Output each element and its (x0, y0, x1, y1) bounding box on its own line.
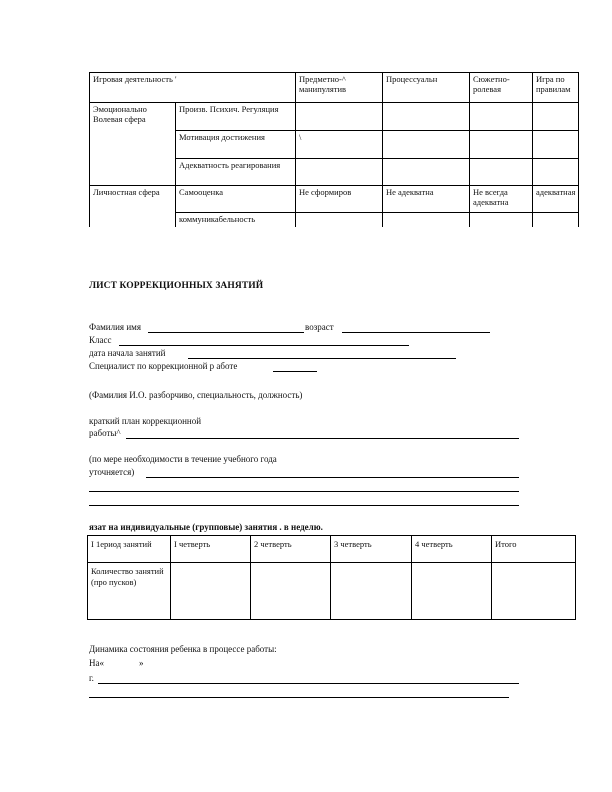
table-cell (296, 159, 383, 186)
table-cell[interactable] (331, 563, 412, 620)
play-activity-table (89, 72, 579, 227)
header-role-play: Сюжетно-ролевая (470, 73, 533, 103)
table-cell (383, 131, 470, 159)
updates-field[interactable] (146, 477, 519, 478)
group-emotional-volitional: Эмоционально Волевая сфера (90, 103, 176, 186)
date-g: г. (89, 673, 94, 683)
header-period: I 1ериод занятий (88, 536, 171, 563)
table-cell (383, 159, 470, 186)
header-q1: I четверть (171, 536, 251, 563)
specialist-field[interactable] (273, 371, 317, 372)
plan-field[interactable] (126, 438, 519, 439)
row-label: коммуникабельность (176, 213, 296, 227)
dynamics-field-line[interactable] (89, 697, 509, 698)
table-cell: \ (296, 131, 383, 159)
row-label: Адекватность реагирования (176, 159, 296, 186)
table-cell (296, 213, 383, 227)
start-date-label: дата начала занятий (89, 348, 166, 358)
specialist-label: Специалист по коррекционной р аботе (89, 361, 238, 371)
table-cell: Не адекватна (383, 186, 470, 213)
class-field[interactable] (119, 345, 409, 346)
row-sessions-count: Количество занятий (про пусков) (88, 563, 171, 620)
header-procedural: Процессуальн (383, 73, 470, 103)
table-cell (470, 131, 533, 159)
table-cell (296, 103, 383, 131)
table-cell[interactable] (492, 563, 576, 620)
table-cell[interactable] (171, 563, 251, 620)
table-cell (383, 213, 470, 227)
table-cell: Не сформиров (296, 186, 383, 213)
sessions-heading: язат на индивидуальные (групповые) занятия . в неделю. (89, 522, 323, 532)
row-label: Самооценка (176, 186, 296, 213)
start-date-field[interactable] (188, 358, 456, 359)
name-field[interactable] (148, 332, 304, 333)
plan-label-2: работы^ (89, 428, 121, 438)
header-rule-games: Игра по правилам (533, 73, 579, 103)
date-quote: » (139, 658, 144, 668)
header-q4: 4 четверть (412, 536, 492, 563)
group-personal: Личностная сфера (90, 186, 176, 227)
header-total: Итого (492, 536, 576, 563)
table-cell[interactable] (251, 563, 331, 620)
table-cell (470, 159, 533, 186)
table-cell (533, 213, 579, 227)
updates-label-2: уточняется) (89, 467, 135, 477)
date-na: На« (89, 658, 104, 668)
updates-field-line[interactable] (89, 491, 519, 492)
header-object-manipulative: Предметно-^ манипулятив (296, 73, 383, 103)
header-play-activity: Игровая деятельность ' (90, 73, 296, 103)
dynamics-label: Динамика состояния ребенка в процессе работы: (89, 644, 277, 654)
table-cell: Не всегда адекватна (470, 186, 533, 213)
fio-note: (Фамилия И.О. разборчиво, специальность, должность) (89, 390, 303, 400)
table-cell: адекватная (533, 186, 579, 213)
table-cell (533, 159, 579, 186)
table-cell (470, 213, 533, 227)
dynamics-field[interactable] (98, 683, 519, 684)
age-field[interactable] (342, 332, 490, 333)
header-q2: 2 четверть (251, 536, 331, 563)
age-label: возраст (305, 322, 334, 332)
class-label: Класс (89, 335, 112, 345)
table-cell (470, 103, 533, 131)
updates-field-line[interactable] (89, 505, 519, 506)
plan-label: краткий план коррекционной (89, 416, 202, 426)
table-cell (533, 131, 579, 159)
header-q3: 3 четверть (331, 536, 412, 563)
sheet-title: ЛИСТ КОРРЕКЦИОННЫХ ЗАНЯТИЙ (89, 281, 264, 291)
row-label: Мотивация достижения (176, 131, 296, 159)
table-cell[interactable] (412, 563, 492, 620)
sessions-table (87, 535, 576, 620)
updates-label: (по мере необходимости в течение учебного года (89, 454, 277, 464)
row-label: Произв. Психич. Регуляция (176, 103, 296, 131)
name-label: Фамилия имя (89, 322, 141, 332)
table-cell (533, 103, 579, 131)
table-cell (383, 103, 470, 131)
